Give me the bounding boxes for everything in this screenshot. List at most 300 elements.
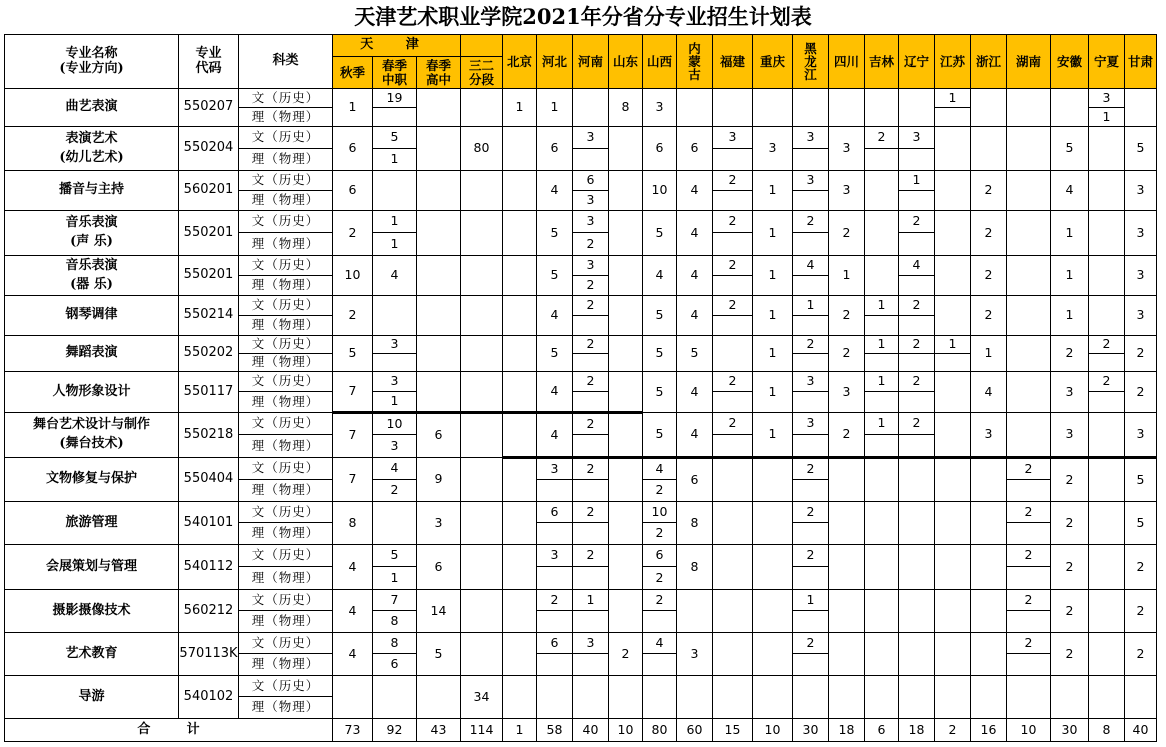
subject-history: 文（历史） [239,336,333,354]
header-province: 河北 [537,35,573,89]
quota-cell [829,676,865,719]
quota-cell: 2 [609,633,643,676]
quota-history: 1 [935,89,971,108]
quota-cell: 4 [643,256,677,296]
subject-history: 文（历史） [239,633,333,654]
quota-cell [753,545,793,590]
quota-physics [793,191,829,211]
quota-cell [971,89,1007,127]
quota-cell: 4 [373,256,417,296]
subject-history: 文（历史） [239,590,333,611]
quota-physics [643,611,677,633]
quota-cell: 5 [1125,127,1157,171]
quota-history: 2 [793,545,829,567]
quota-physics [373,354,417,372]
quota-cell: 3 [677,633,713,676]
quota-cell [417,89,461,127]
quota-cell: 1 [1051,256,1089,296]
enrollment-plan-table [4,34,1157,742]
quota-history: 5 [373,545,417,567]
quota-cell [503,127,537,171]
quota-history: 3 [793,413,829,435]
quota-history: 2 [573,502,609,523]
quota-history: 7 [373,590,417,611]
quota-history: 2 [713,413,753,435]
quota-history: 2 [573,545,609,567]
quota-cell: 8 [609,89,643,127]
quota-cell: 7 [333,458,373,502]
major-name: 舞蹈表演 [5,336,179,372]
quota-cell [1089,211,1125,256]
quota-cell [971,502,1007,545]
quota-cell: 4 [537,296,573,336]
quota-physics [573,480,609,502]
quota-physics [537,567,573,590]
quota-cell [793,676,829,719]
quota-physics [1007,523,1051,545]
quota-cell: 3 [1125,413,1157,458]
quota-physics [1007,567,1051,590]
major-name: 钢琴调律 [5,296,179,336]
quota-cell [1007,171,1051,211]
quota-cell [373,171,417,211]
quota-cell [829,89,865,127]
quota-physics [793,233,829,256]
subject-physics: 理（物理） [239,108,333,127]
quota-physics [793,149,829,171]
quota-cell: 5 [643,336,677,372]
quota-physics [793,523,829,545]
quota-cell: 1 [753,256,793,296]
quota-physics: 8 [373,611,417,633]
header-tianjin-col: 三二 分段 [461,57,503,89]
subject-physics: 理（物理） [239,611,333,633]
header-tianjin-col: 春季 高中 [417,57,461,89]
quota-cell [417,372,461,413]
major-name: 播音与主持 [5,171,179,211]
header-province: 安徽 [1051,35,1089,89]
major-name: 会展策划与管理 [5,545,179,590]
quota-cell [1089,413,1125,458]
quota-history: 3 [573,127,609,149]
header-subject: 科类 [239,35,333,89]
quota-cell [935,458,971,502]
header-tianjin-blank [461,35,503,57]
quota-cell [1089,127,1125,171]
quota-history: 2 [1089,372,1125,392]
subject-history: 文（历史） [239,676,333,697]
quota-cell [609,256,643,296]
header-province: 浙江 [971,35,1007,89]
major-name: 摄影摄像技术 [5,590,179,633]
quota-cell [461,89,503,127]
major-code: 550218 [179,413,239,458]
quota-cell: 1 [537,89,573,127]
quota-cell [461,545,503,590]
quota-cell [899,545,935,590]
quota-cell: 5 [1125,502,1157,545]
quota-physics [573,392,609,413]
quota-cell [1007,127,1051,171]
major-name: 音乐表演 (器 乐) [5,256,179,296]
quota-cell [713,545,753,590]
quota-cell: 9 [417,458,461,502]
quota-cell: 80 [461,127,503,171]
quota-history: 2 [899,372,935,392]
quota-physics [865,149,899,171]
quota-cell: 14 [417,590,461,633]
subject-physics: 理（物理） [239,316,333,336]
quota-cell: 3 [1125,171,1157,211]
quota-cell: 5 [643,211,677,256]
major-code: 550207 [179,89,239,127]
quota-physics [1089,354,1125,372]
quota-physics [713,392,753,413]
header-province: 四川 [829,35,865,89]
quota-cell [865,676,899,719]
quota-physics [643,654,677,676]
quota-cell: 2 [1051,545,1089,590]
quota-history: 2 [1007,633,1051,654]
quota-physics: 2 [643,480,677,502]
quota-cell [609,336,643,372]
total-value: 114 [461,719,503,742]
quota-cell: 6 [677,127,713,171]
quota-history: 1 [373,211,417,233]
quota-physics [713,316,753,336]
quota-cell [1089,502,1125,545]
quota-physics [793,480,829,502]
total-value: 58 [537,719,573,742]
quota-physics [899,435,935,458]
quota-cell [573,89,609,127]
quota-history: 6 [537,502,573,523]
quota-physics [573,567,609,590]
subject-history: 文（历史） [239,211,333,233]
quota-cell: 2 [1125,590,1157,633]
quota-cell [609,171,643,211]
major-code: 570113K [179,633,239,676]
quota-history: 2 [713,171,753,191]
major-name: 表演艺术 (幼儿艺术) [5,127,179,171]
quota-history: 2 [713,256,753,276]
major-code: 550404 [179,458,239,502]
quota-history: 10 [373,413,417,435]
quota-physics [373,108,417,127]
quota-cell [503,545,537,590]
major-code: 550202 [179,336,239,372]
quota-cell [753,458,793,502]
quota-cell [609,676,643,719]
subject-physics: 理（物理） [239,567,333,590]
quota-cell [829,633,865,676]
quota-physics [865,354,899,372]
quota-cell: 5 [643,413,677,458]
quota-cell: 2 [829,296,865,336]
major-name: 艺术教育 [5,633,179,676]
total-value: 15 [713,719,753,742]
quota-cell [829,545,865,590]
quota-cell [713,89,753,127]
quota-history: 2 [573,372,609,392]
major-code: 550201 [179,256,239,296]
quota-cell: 2 [971,171,1007,211]
header-tianjin-group: 天 津 [333,35,461,57]
quota-history: 2 [643,590,677,611]
major-name: 音乐表演 (声 乐) [5,211,179,256]
quota-cell: 4 [537,171,573,211]
quota-cell [1007,296,1051,336]
quota-cell: 1 [753,336,793,372]
total-value: 16 [971,719,1007,742]
header-major-name: 专业名称 (专业方向) [5,35,179,89]
quota-cell [503,211,537,256]
header-tianjin-col: 秋季 [333,57,373,89]
quota-cell [1007,413,1051,458]
quota-cell [829,502,865,545]
quota-physics [713,435,753,458]
quota-cell [865,171,899,211]
quota-cell: 7 [333,372,373,413]
quota-cell [461,256,503,296]
quota-cell [713,502,753,545]
quota-cell [971,127,1007,171]
quota-history: 3 [573,211,609,233]
quota-cell [935,413,971,458]
quota-cell [935,256,971,296]
quota-cell: 6 [643,127,677,171]
quota-cell [461,171,503,211]
total-value: 6 [865,719,899,742]
quota-cell: 3 [829,372,865,413]
quota-cell [609,211,643,256]
quota-history: 6 [537,633,573,654]
quota-cell [865,211,899,256]
subject-physics: 理（物理） [239,523,333,545]
quota-cell: 7 [333,413,373,458]
quota-cell: 10 [643,171,677,211]
quota-cell: 5 [1125,458,1157,502]
quota-cell: 4 [333,633,373,676]
quota-cell [753,676,793,719]
total-value: 10 [753,719,793,742]
header-province: 江苏 [935,35,971,89]
quota-cell [503,413,537,458]
quota-cell [1089,296,1125,336]
quota-physics: 1 [373,233,417,256]
quota-cell: 1 [1051,211,1089,256]
quota-cell [935,211,971,256]
quota-cell [417,296,461,336]
header-province: 山东 [609,35,643,89]
total-value: 8 [1089,719,1125,742]
header-province: 宁夏 [1089,35,1125,89]
total-value: 2 [935,719,971,742]
major-code: 550117 [179,372,239,413]
quota-cell [461,413,503,458]
quota-physics [899,149,935,171]
total-value: 10 [1007,719,1051,742]
quota-cell [1089,256,1125,296]
subject-history: 文（历史） [239,502,333,523]
quota-history: 1 [935,336,971,354]
quota-cell: 2 [971,211,1007,256]
quota-cell [1089,590,1125,633]
quota-cell: 1 [503,89,537,127]
quota-cell [935,502,971,545]
quota-cell: 1 [753,296,793,336]
quota-cell [865,590,899,633]
quota-cell [829,590,865,633]
total-value: 30 [793,719,829,742]
quota-physics: 1 [1089,108,1125,127]
major-code: 560201 [179,171,239,211]
quota-cell: 2 [971,256,1007,296]
quota-cell [417,127,461,171]
quota-cell: 3 [753,127,793,171]
quota-cell: 2 [829,413,865,458]
quota-cell: 4 [677,413,713,458]
quota-history: 3 [793,171,829,191]
quota-cell [609,413,643,458]
quota-cell: 3 [1125,211,1157,256]
quota-cell [503,336,537,372]
quota-history: 6 [573,171,609,191]
quota-physics: 2 [573,233,609,256]
major-name: 曲艺表演 [5,89,179,127]
quota-physics [899,354,935,372]
total-value: 60 [677,719,713,742]
total-label: 合 计 [5,719,333,742]
quota-physics [793,567,829,590]
quota-physics [1089,392,1125,413]
quota-cell: 1 [1051,296,1089,336]
quota-cell [1125,89,1157,127]
quota-cell: 3 [1051,372,1089,413]
quota-history: 2 [793,502,829,523]
header-province: 湖南 [1007,35,1051,89]
quota-cell [865,633,899,676]
quota-cell: 4 [677,211,713,256]
quota-physics: 2 [643,567,677,590]
quota-physics: 2 [643,523,677,545]
header-province: 吉林 [865,35,899,89]
quota-cell [935,372,971,413]
quota-cell [503,372,537,413]
quota-history: 2 [573,296,609,316]
quota-physics: 1 [373,392,417,413]
subject-physics: 理（物理） [239,480,333,502]
quota-cell [865,458,899,502]
subject-history: 文（历史） [239,127,333,149]
quota-cell: 8 [677,545,713,590]
total-value: 80 [643,719,677,742]
quota-physics [865,435,899,458]
quota-cell: 2 [1125,372,1157,413]
quota-cell [609,545,643,590]
subject-physics: 理（物理） [239,149,333,171]
quota-history: 4 [643,458,677,480]
subject-physics: 理（物理） [239,697,333,719]
quota-history: 2 [1007,590,1051,611]
quota-cell [713,336,753,372]
quota-physics [573,611,609,633]
quota-history: 4 [793,256,829,276]
quota-history: 2 [537,590,573,611]
header-province: 山西 [643,35,677,89]
quota-cell: 1 [971,336,1007,372]
quota-cell: 1 [753,171,793,211]
quota-history: 2 [899,413,935,435]
header-major-code: 专业 代码 [179,35,239,89]
major-code: 550201 [179,211,239,256]
header-province: 河南 [573,35,609,89]
quota-cell: 4 [677,296,713,336]
quota-cell [503,256,537,296]
quota-physics [537,523,573,545]
quota-cell: 5 [1051,127,1089,171]
quota-cell: 6 [333,127,373,171]
quota-cell [461,633,503,676]
major-code: 560212 [179,590,239,633]
subject-physics: 理（物理） [239,392,333,413]
quota-cell [713,590,753,633]
quota-cell: 5 [537,211,573,256]
quota-physics [1007,480,1051,502]
quota-cell [417,211,461,256]
major-name: 旅游管理 [5,502,179,545]
quota-physics: 2 [373,480,417,502]
total-value: 18 [899,719,935,742]
quota-cell [753,633,793,676]
quota-history: 3 [373,372,417,392]
quota-cell: 4 [677,171,713,211]
subject-history: 文（历史） [239,372,333,392]
quota-cell [1007,372,1051,413]
quota-cell [1007,256,1051,296]
quota-history: 3 [573,633,609,654]
quota-history: 3 [793,127,829,149]
quota-history: 1 [899,171,935,191]
quota-cell [373,502,417,545]
quota-history: 8 [373,633,417,654]
quota-cell [865,89,899,127]
quota-history: 2 [713,211,753,233]
quota-cell [609,502,643,545]
quota-cell: 2 [829,211,865,256]
quota-physics [1007,654,1051,676]
quota-history: 3 [573,256,609,276]
quota-physics [713,191,753,211]
quota-physics: 3 [573,191,609,211]
quota-history: 3 [713,127,753,149]
subject-physics: 理（物理） [239,354,333,372]
major-code: 540101 [179,502,239,545]
header-province: 辽宁 [899,35,935,89]
quota-history: 19 [373,89,417,108]
quota-cell [1089,545,1125,590]
quota-cell [753,590,793,633]
major-name: 导游 [5,676,179,719]
quota-cell [899,502,935,545]
quota-physics: 2 [573,276,609,296]
quota-cell [1089,171,1125,211]
quota-history: 6 [643,545,677,567]
quota-cell: 10 [333,256,373,296]
quota-cell: 3 [643,89,677,127]
subject-history: 文（历史） [239,458,333,480]
quota-physics [899,392,935,413]
